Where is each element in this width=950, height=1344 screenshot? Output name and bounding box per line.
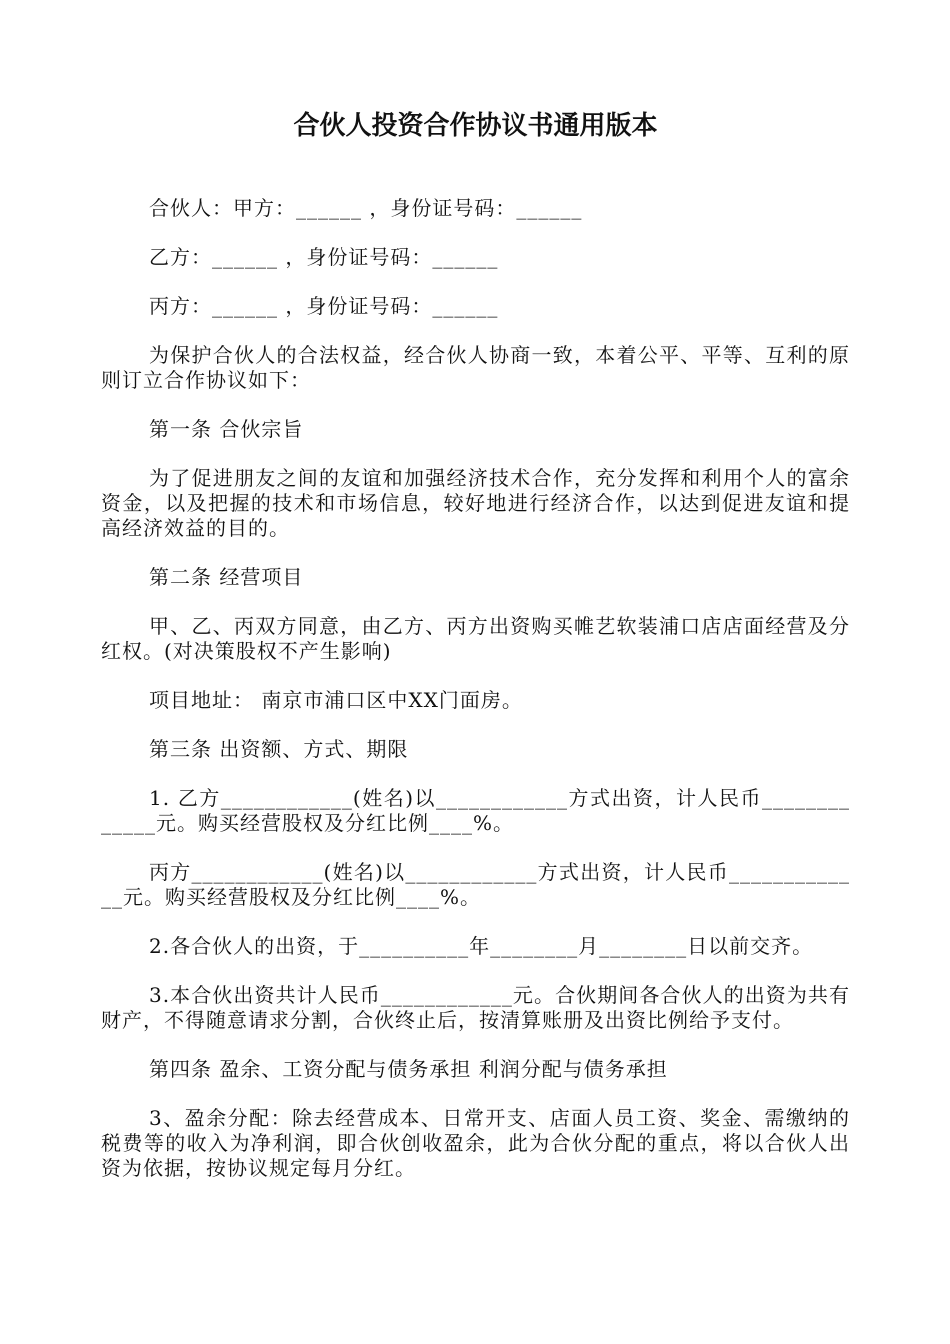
- partner-c-line: 丙方：______ ，身份证号码：______: [149, 294, 499, 318]
- total-contribution-paragraph: 3.本合伙出资共计人民币____________元。合伙期间各合伙人的出资为共有财产，不得随意请求分割，合伙终止后，按清算账册及出资比例给予支付。: [101, 983, 850, 1032]
- surplus-distribution-paragraph: 3、盈余分配：除去经营成本、日常开支、店面人员工资、奖金、需缴纳的税费等的收入为净利润，即合伙创收盈余，此为合伙分配的重点，将以合伙人出资为依据，按协议规定每月分红。: [101, 1106, 850, 1180]
- article-1-heading: 第一条 合伙宗旨: [149, 417, 304, 441]
- document-title: 合伙人投资合作协议书通用版本: [293, 111, 658, 141]
- article-4-heading: 第四条 盈余、工资分配与债务承担 利润分配与债务承担: [149, 1057, 668, 1081]
- article-2-heading: 第二条 经营项目: [149, 565, 304, 589]
- article-3-heading: 第三条 出资额、方式、期限: [149, 737, 409, 761]
- partner-b-line: 乙方：______ ，身份证号码：______: [149, 245, 499, 269]
- contribution-deadline-paragraph: 2.各合伙人的出资，于__________年________月________日以前交齐。: [149, 934, 814, 958]
- partner-a-line: 合伙人：甲方：______ ，身份证号码：______: [149, 196, 583, 220]
- preamble-paragraph: 为保护合伙人的合法权益，经合伙人协商一致，本着公平、平等、互利的原则订立合作协议如下：: [101, 343, 850, 392]
- document-body: [101, 196, 850, 1205]
- project-address: 项目地址： 南京市浦口区中XX门面房。: [149, 688, 523, 712]
- article-2-body: 甲、乙、丙双方同意，由乙方、丙方出资购买帷艺软装浦口店店面经营及分红权。(对决策股权不产生影响): [101, 614, 850, 663]
- contribution-b-paragraph: 1. 乙方____________(姓名)以____________方式出资，计人民币_____________元。购买经营股权及分红比例____%。: [101, 786, 850, 835]
- article-1-body: 为了促进朋友之间的友谊和加强经济技术合作，充分发挥和利用个人的富余资金，以及把握的技术和市场信息，较好地进行经济合作，以达到促进友谊和提高经济效益的目的。: [101, 466, 850, 540]
- contribution-c-paragraph: 丙方____________(姓名)以____________方式出资，计人民币_____________元。购买经营股权及分红比例____%。: [101, 860, 850, 909]
